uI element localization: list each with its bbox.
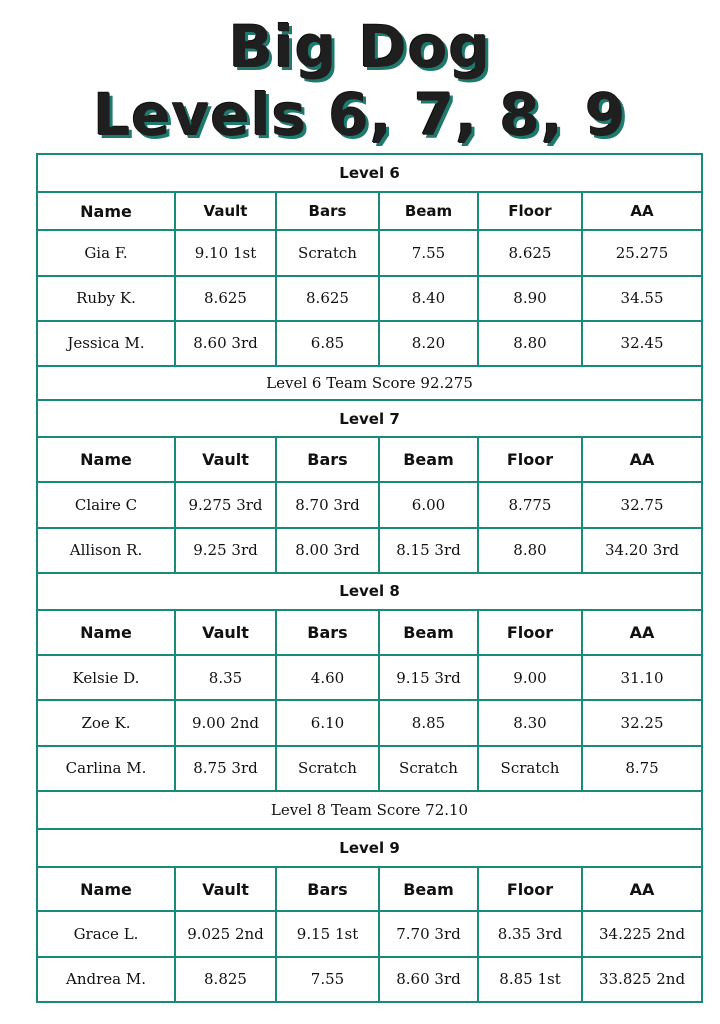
cell-vault: 8.75 3rd xyxy=(175,746,276,791)
page-subtitle: Levels 6, 7, 8, 9 xyxy=(93,81,627,149)
column-header-vault: Vault xyxy=(175,437,276,482)
column-header-aa: AA xyxy=(582,867,702,911)
cell-name: Zoe K. xyxy=(37,700,175,745)
cell-floor: 8.30 xyxy=(478,700,582,745)
cell-bars: 8.00 3rd xyxy=(276,528,379,573)
cell-bars: 8.625 xyxy=(276,276,379,321)
cell-vault: 8.625 xyxy=(175,276,276,321)
cell-name: Grace L. xyxy=(37,911,175,956)
cell-aa: 34.225 2nd xyxy=(582,911,702,956)
table-row xyxy=(37,528,702,573)
cell-beam: 8.40 xyxy=(379,276,478,321)
table-row xyxy=(37,276,702,321)
column-header-name: Name xyxy=(37,437,175,482)
team-score: Level 8 Team Score 72.10 xyxy=(37,791,702,829)
cell-name: Kelsie D. xyxy=(37,655,175,700)
table-row xyxy=(37,911,702,956)
cell-bars: 7.55 xyxy=(276,957,379,1002)
cell-floor: 8.85 1st xyxy=(478,957,582,1002)
cell-aa: 34.55 xyxy=(582,276,702,321)
cell-name: Ruby K. xyxy=(37,276,175,321)
cell-floor: 9.00 xyxy=(478,655,582,700)
cell-beam: 6.00 xyxy=(379,482,478,527)
cell-vault: 8.60 3rd xyxy=(175,321,276,366)
cell-bars: 9.15 1st xyxy=(276,911,379,956)
cell-vault: 8.35 xyxy=(175,655,276,700)
column-header-beam: Beam xyxy=(379,867,478,911)
cell-aa: 34.20 3rd xyxy=(582,528,702,573)
cell-beam: 9.15 3rd xyxy=(379,655,478,700)
column-header-vault: Vault xyxy=(175,192,276,230)
cell-vault: 9.25 3rd xyxy=(175,528,276,573)
cell-vault: 9.00 2nd xyxy=(175,700,276,745)
column-header-bars: Bars xyxy=(276,437,379,482)
table-row xyxy=(37,700,702,745)
table-row xyxy=(37,746,702,791)
cell-bars: Scratch xyxy=(276,746,379,791)
cell-floor: 8.775 xyxy=(478,482,582,527)
cell-beam: 8.20 xyxy=(379,321,478,366)
column-header-aa: AA xyxy=(582,610,702,655)
team-score: Level 6 Team Score 92.275 xyxy=(37,366,702,400)
cell-aa: 32.75 xyxy=(582,482,702,527)
cell-name: Claire C xyxy=(37,482,175,527)
cell-floor: 8.625 xyxy=(478,230,582,275)
cell-beam: 8.15 3rd xyxy=(379,528,478,573)
cell-floor: 8.90 xyxy=(478,276,582,321)
cell-floor: Scratch xyxy=(478,746,582,791)
level-heading: Level 7 xyxy=(37,400,702,437)
cell-bars: 6.85 xyxy=(276,321,379,366)
column-header-aa: AA xyxy=(582,437,702,482)
column-header-floor: Floor xyxy=(478,610,582,655)
scores-table xyxy=(36,153,703,1003)
cell-name: Andrea M. xyxy=(37,957,175,1002)
column-header-name: Name xyxy=(37,610,175,655)
cell-floor: 8.35 3rd xyxy=(478,911,582,956)
cell-name: Allison R. xyxy=(37,528,175,573)
cell-name: Jessica M. xyxy=(37,321,175,366)
column-header-floor: Floor xyxy=(478,867,582,911)
cell-bars: Scratch xyxy=(276,230,379,275)
column-header-beam: Beam xyxy=(379,610,478,655)
cell-beam: 8.85 xyxy=(379,700,478,745)
cell-aa: 31.10 xyxy=(582,655,702,700)
table-row xyxy=(37,230,702,275)
cell-aa: 32.25 xyxy=(582,700,702,745)
cell-beam: 7.70 3rd xyxy=(379,911,478,956)
column-header-beam: Beam xyxy=(379,437,478,482)
cell-bars: 8.70 3rd xyxy=(276,482,379,527)
cell-vault: 9.275 3rd xyxy=(175,482,276,527)
column-header-name: Name xyxy=(37,192,175,230)
page-title: Big Dog xyxy=(228,13,492,81)
cell-floor: 8.80 xyxy=(478,321,582,366)
cell-beam: 7.55 xyxy=(379,230,478,275)
column-header-beam: Beam xyxy=(379,192,478,230)
level-heading: Level 9 xyxy=(37,829,702,867)
table-row xyxy=(37,321,702,366)
column-header-vault: Vault xyxy=(175,610,276,655)
cell-beam: Scratch xyxy=(379,746,478,791)
cell-aa: 33.825 2nd xyxy=(582,957,702,1002)
cell-aa: 32.45 xyxy=(582,321,702,366)
cell-vault: 9.10 1st xyxy=(175,230,276,275)
cell-name: Carlina M. xyxy=(37,746,175,791)
cell-beam: 8.60 3rd xyxy=(379,957,478,1002)
column-header-vault: Vault xyxy=(175,867,276,911)
column-header-bars: Bars xyxy=(276,610,379,655)
table-row xyxy=(37,655,702,700)
cell-vault: 9.025 2nd xyxy=(175,911,276,956)
cell-name: Gia F. xyxy=(37,230,175,275)
column-header-name: Name xyxy=(37,867,175,911)
level-heading: Level 6 xyxy=(37,154,702,192)
cell-vault: 8.825 xyxy=(175,957,276,1002)
column-header-bars: Bars xyxy=(276,192,379,230)
cell-bars: 6.10 xyxy=(276,700,379,745)
cell-bars: 4.60 xyxy=(276,655,379,700)
cell-aa: 8.75 xyxy=(582,746,702,791)
column-header-floor: Floor xyxy=(478,192,582,230)
column-header-bars: Bars xyxy=(276,867,379,911)
column-header-aa: AA xyxy=(582,192,702,230)
cell-floor: 8.80 xyxy=(478,528,582,573)
table-row xyxy=(37,957,702,1002)
column-header-floor: Floor xyxy=(478,437,582,482)
cell-aa: 25.275 xyxy=(582,230,702,275)
table-row xyxy=(37,482,702,527)
level-heading: Level 8 xyxy=(37,573,702,610)
